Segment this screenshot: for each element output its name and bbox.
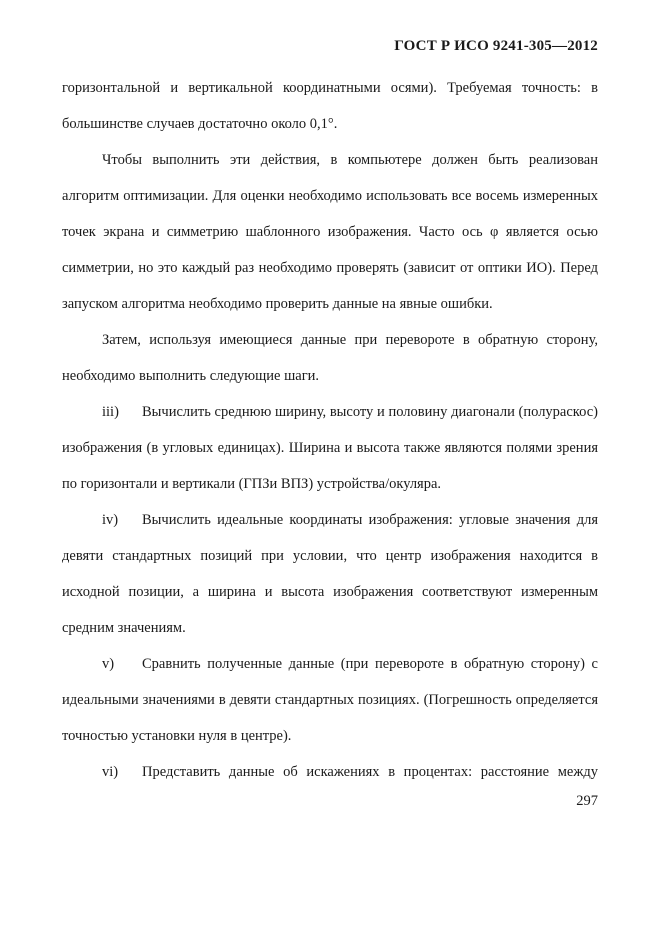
list-item-vi	[62, 754, 598, 790]
list-item-text: Вычислить идеальные координаты изображения: угловые значения для девяти стандартных позиций при условии, что центр изображения находится в исходной позиции, а ширина и высота изображения соответствуют измеренным средним значениям.	[62, 512, 598, 636]
paragraph-continuation: горизонтальной и вертикальной координатными осями). Требуемая точность: в большинстве случаев достаточно около 0,1°.	[62, 80, 598, 132]
paragraph-optimization: Чтобы выполнить эти действия, в компьютере должен быть реализован алгоритм оптимизации. Для оценки необходимо использовать все восемь измеренных точек экрана и симметрию шаблонного изображения. Часто ось φ является осью симметрии, но это каждый раз необходимо проверять (зависит от оптики ИО). Перед запуском алгоритма необходимо проверить данные на явные ошибки.	[62, 152, 598, 312]
page-number: 297	[576, 793, 598, 809]
list-item-number: vi)	[102, 764, 119, 780]
paragraph-steps-intro: Затем, используя имеющиеся данные при перевороте в обратную сторону, необходимо выполнить следующие шаги.	[62, 332, 598, 384]
list-item-text: Сравнить полученные данные (при перевороте в обратную сторону) с идеальными значениями в девяти стандартных позициях. (Погрешность определяется точностью установки нуля в центре).	[62, 656, 598, 744]
list-item-text: Представить данные об искажениях в процентах: расстояние между	[142, 764, 598, 780]
list-item-iii	[62, 394, 598, 502]
list-item-number: v)	[102, 656, 115, 672]
document-body	[62, 70, 598, 790]
list-item-number: iv)	[102, 512, 119, 528]
document-header: ГОСТ Р ИСО 9241-305—2012	[394, 38, 598, 54]
list-item-v	[62, 646, 598, 754]
list-item-number: iii)	[102, 404, 119, 420]
list-item-iv	[62, 502, 598, 646]
list-item-text: Вычислить среднюю ширину, высоту и половину диагонали (полураскос) изображения (в угловых единицах). Ширина и высота также являются полями зрения по горизонтали и вертикали (ГПЗи ВПЗ) устройства/окуляра.	[62, 404, 598, 492]
